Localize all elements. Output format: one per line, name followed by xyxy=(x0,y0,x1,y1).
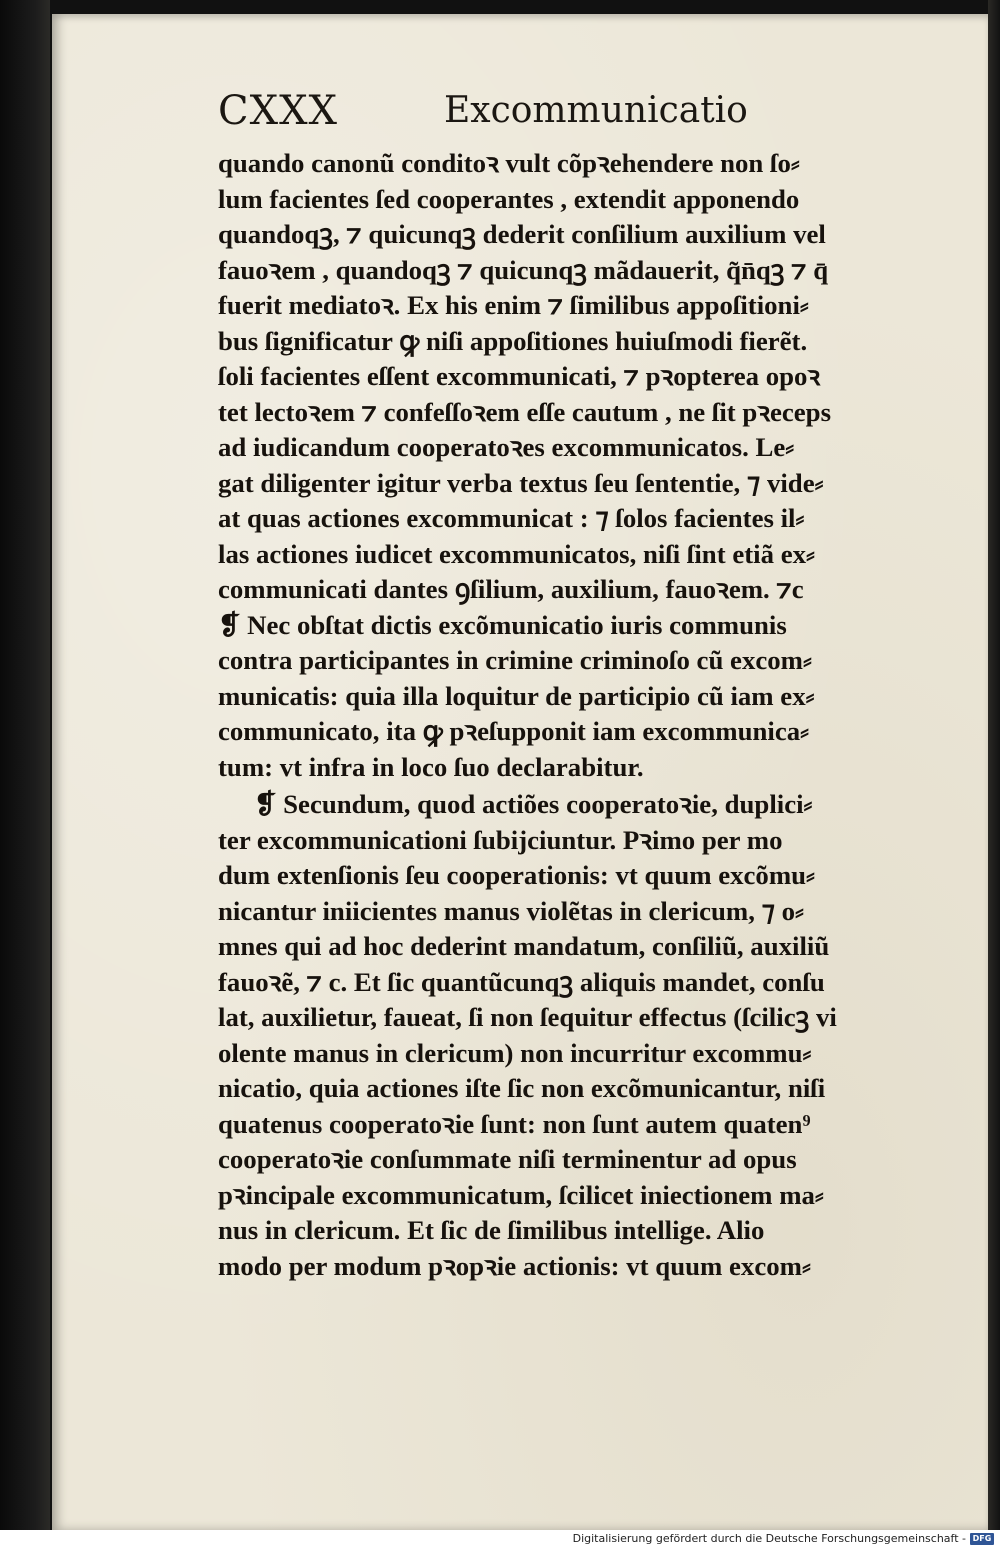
footer-bar xyxy=(0,1530,1000,1549)
text-line: ad iudicandum cooperatoꝛes excommunicatos. Le⸗ xyxy=(218,432,795,462)
text-line: communicati dantes ꝯſilium, auxilium, fauoꝛem. ⁊c xyxy=(218,574,804,604)
text-line: bus ſignificatur ꝙ niſi appoſitiones huiuſmodi fierẽt. xyxy=(218,325,808,356)
book-gutter-left xyxy=(0,0,50,1530)
running-title: Excommunicatio xyxy=(444,90,748,131)
text-line: at quas actiones excommunicat : ⁊ ſolos facientes il⸗ xyxy=(218,503,805,533)
main-text-block xyxy=(218,146,914,1284)
dfg-logo: DFG xyxy=(970,1533,994,1545)
text-line: lat, auxilietur, faueat, ſi non ſequitur effectus (ſcilicꝫ vi xyxy=(218,1002,837,1032)
text-line: tet lectoꝛem ⁊ confeſſoꝛem eſſe cautum , ne ſit pꝛeceps xyxy=(218,396,832,427)
text-line: pꝛincipale excommunicatum, ſcilicet iniectionem ma⸗ xyxy=(218,1179,824,1210)
text-line: modo per modum pꝛopꝛie actionis: vt quum excom⸗ xyxy=(218,1250,811,1281)
page-header xyxy=(218,88,778,140)
text-line: fuerit mediatoꝛ. Ex his enim ⁊ ſimilibus appoſitioni⸗ xyxy=(218,290,809,320)
text-line: fauoꝛem , quandoqꝫ ⁊ quicunqꝫ mãdauerit, q̃n̄qꝫ ⁊ q̄ xyxy=(218,254,829,285)
text-line: quando canonũ conditoꝛ vult cõpꝛehendere non ſo⸗ xyxy=(218,148,800,178)
text-line: nus in clericum. Et ſic de ſimilibus intellige. Alio xyxy=(218,1215,765,1245)
funding-credit: Digitalisierung gefördert durch die Deutsche Forschungsgemeinschaft - xyxy=(572,1532,966,1545)
text-line: nicatio, quia actiones iſte ſic non excõmunicantur, niſi xyxy=(218,1073,826,1103)
text-line: mnes qui ad hoc dederint mandatum, conſiliũ, auxiliũ xyxy=(218,931,830,961)
text-line: dum extenſionis ſeu cooperationis: vt quum excõmu⸗ xyxy=(218,860,815,890)
text-line: quandoqꝫ, ⁊ quicunqꝫ dederit conſilium auxilium vel xyxy=(218,219,826,249)
text-line: nicantur iniicientes manus violẽtas in clericum, ⁊ o⸗ xyxy=(218,895,804,926)
text-line: municatis: quia illa loquitur de participio cũ iam ex⸗ xyxy=(218,680,815,711)
text-line: contra participantes in crimine criminoſo cũ excom⸗ xyxy=(218,645,812,675)
folio-number: CXXX xyxy=(218,88,339,134)
text-line: quatenus cooperatoꝛie ſunt: non ſunt autem quaten⁹ xyxy=(218,1108,811,1139)
book-edge-right xyxy=(988,0,1000,1530)
text-line: tum: vt infra in loco ſuo declarabitur. xyxy=(218,751,644,782)
text-line: communicato, ita ꝙ pꝛeſupponit iam excommunica⸗ xyxy=(218,716,810,746)
text-line: ❡ Secundum, quod actiões cooperatoꝛie, duplici⸗ xyxy=(254,789,813,819)
text-line: lum facientes ſed cooperantes , extendit apponendo xyxy=(218,183,800,214)
text-line: gat diligenter igitur verba textus ſeu ſententie, ⁊ vide⸗ xyxy=(218,467,824,498)
text-line: cooperatoꝛie conſummate niſi terminentur ad opus xyxy=(218,1144,797,1174)
text-line: fauoꝛẽ, ⁊ c. Et ſic quantũcunqꝫ aliquis mandet, conſu xyxy=(218,966,825,997)
text-line: olente manus in clericum) non incurritur excommu⸗ xyxy=(218,1037,812,1068)
text-line: las actiones iudicet excommunicatos, niſi ſint etiã ex⸗ xyxy=(218,538,815,569)
text-line: ſoli facientes eſſent excommunicati, ⁊ pꝛopterea opoꝛ xyxy=(218,361,821,391)
text-line: ❡ Nec obſtat dictis excõmunicatio iuris communis xyxy=(218,609,787,640)
text-line: ter excommunicationi ſubijciuntur. Pꝛimo per mo xyxy=(218,824,783,855)
